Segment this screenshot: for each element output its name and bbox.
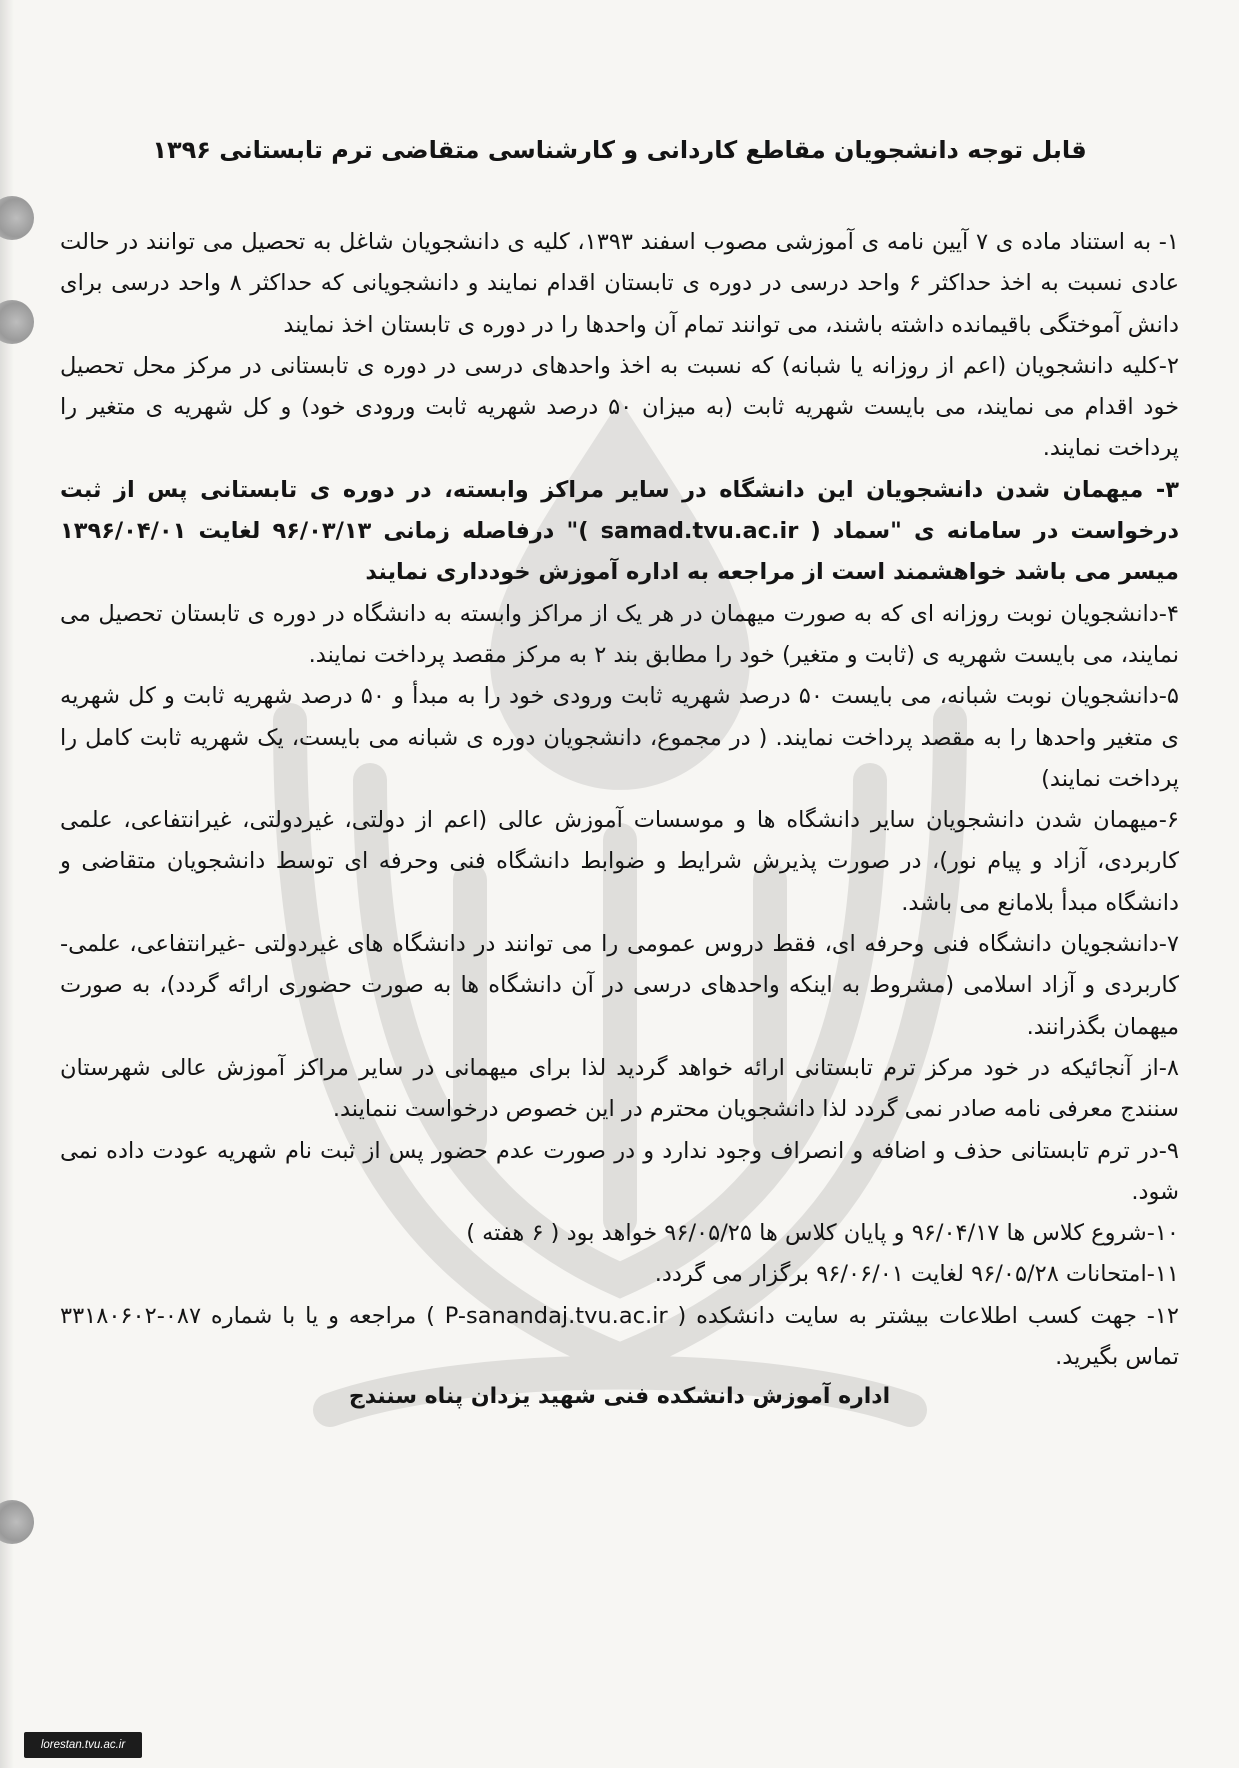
site-tag: lorestan.tvu.ac.ir bbox=[24, 1732, 142, 1758]
clause-7: ۷-دانشجویان دانشگاه فنی وحرفه ای، فقط دروس عمومی را می توانند در دانشگاه های غیردولتی -غیرانتفاعی، علمی-کاربردی و آزاد اسلامی (مشروط به اینکه واحدهای درسی در آن دانشگاه ها به صورت حضوری ارائه گردد)، به صورت میهمان بگذرانند. bbox=[60, 931, 1179, 1040]
clause-5: ۵-دانشجویان نوبت شبانه، می بایست ۵۰ درصد شهریه ثابت ورودی خود را به مبدأ و ۵۰ درصد شهریه ثابت و کل شهریه ی متغیر واحدها را به مقصد پرداخت نمایند. ( در مجموع، دانشجویان دوره ی شبانه می بایست، یک شهریه ثابت کامل را پرداخت نمایند) bbox=[60, 683, 1180, 792]
punch-hole-upper bbox=[0, 300, 34, 344]
clause-2: ۲-کلیه دانشجویان (اعم از روزانه یا شبانه) که نسبت به اخذ واحدهای درسی در دوره ی تابستانی در مرکز محل تحصیل خود اقدام می نمایند، می بایست شهریه ثابت (به میزان ۵۰ درصد شهریه ثابت ورودی خود) و کل شهریه ی متغیر را پرداخت نمایند. bbox=[60, 352, 1179, 462]
punch-hole-top bbox=[0, 196, 34, 240]
clause-4: ۴-دانشجویان نوبت روزانه ای که به صورت میهمان در هر یک از مراکز وابسته به دانشگاه در دوره ی تابستان تحصیل می نمایند، می بایست شهریه ی (ثابت و متغیر) خود را مطابق بند ۲ به مرکز مقصد پرداخت نمایند. bbox=[60, 600, 1179, 668]
clause-11: ۱۱-امتحانات ۹۶/۰۵/۲۸ لغایت ۹۶/۰۶/۰۱ برگزار می گردد. bbox=[654, 1261, 1179, 1288]
signature-line: اداره آموزش دانشکده فنی شهید یزدان پناه سنندج bbox=[348, 1384, 891, 1409]
punch-hole-lower bbox=[0, 1500, 34, 1544]
clause-1: ۱- به استناد ماده ی ۷ آیین نامه ی آموزشی مصوب اسفند ۱۳۹۳، کلیه ی دانشجویان شاغل به تحصیل می توانند در حالت عادی نسبت به اخذ حداکثر ۶ واحد درسی در دوره ی تابستان اقدام نمایند و دانشجویانی که حداکثر ۸ واحد درسی برای دانش آموختگی باقیمانده داشته باشند، می توانند تمام آن واحدها را در دوره ی تابستان اخذ نمایند bbox=[60, 229, 1180, 338]
clause-3: ۳- میهمان شدن دانشجویان این دانشگاه در سایر مراکز وابسته، در دوره ی تابستانی پس از ثبت درخواست در سامانه ی "سماد ( samad.tvu.ac.ir )" درفاصله زمانی ۹۶/۰۳/۱۳ لغایت ۱۳۹۶/۰۴/۰۱ میسر می باشد خواهشمند است از مراجعه به اداره آموزش خودداری نمایند bbox=[60, 476, 1180, 586]
notice-body bbox=[60, 222, 1179, 1378]
clause-8: ۸-از آنجائیکه در خود مرکز ترم تابستانی ارائه خواهد گردید لذا برای میهمانی در سایر مراکز آموزش عالی شهرستان سنندج معرفی نامه صادر نمی گردد لذا دانشجویان محترم در این خصوص درخواست ننمایند. bbox=[60, 1054, 1179, 1123]
clause-9: ۹-در ترم تابستانی حذف و اضافه و انصراف وجود ندارد و در صورت عدم حضور پس از ثبت نام شهریه عودت داده نمی شود. bbox=[60, 1137, 1179, 1205]
page-title: قابل توجه دانشجویان مقاطع کاردانی و کارشناسی متقاضی ترم تابستانی ۱۳۹۶ bbox=[152, 136, 1087, 164]
clause-10: ۱۰-شروع کلاس ها ۹۶/۰۴/۱۷ و پایان کلاس ها ۹۶/۰۵/۲۵ خواهد بود ( ۶ هفته ) bbox=[466, 1220, 1179, 1247]
clause-6: ۶-میهمان شدن دانشجویان سایر دانشگاه ها و موسسات آموزش عالی (اعم از دولتی، غیردولتی، غیرانتفاعی، علمی کاربردی، آزاد و پیام نور)، در صورت پذیرش شرایط و ضوابط دانشگاه فنی وحرفه ای توسط دانشجویان متقاضی و دانشگاه مبدأ بلامانع می باشد. bbox=[60, 807, 1179, 916]
clause-12: ۱۲- جهت کسب اطلاعات بیشتر به سایت دانشکده ( P-sanandaj.tvu.ac.ir ) مراجعه و یا با شماره ۰۸۷-۳۳۱۸۰۶۰۲ تماس بگیرید. bbox=[60, 1302, 1179, 1371]
